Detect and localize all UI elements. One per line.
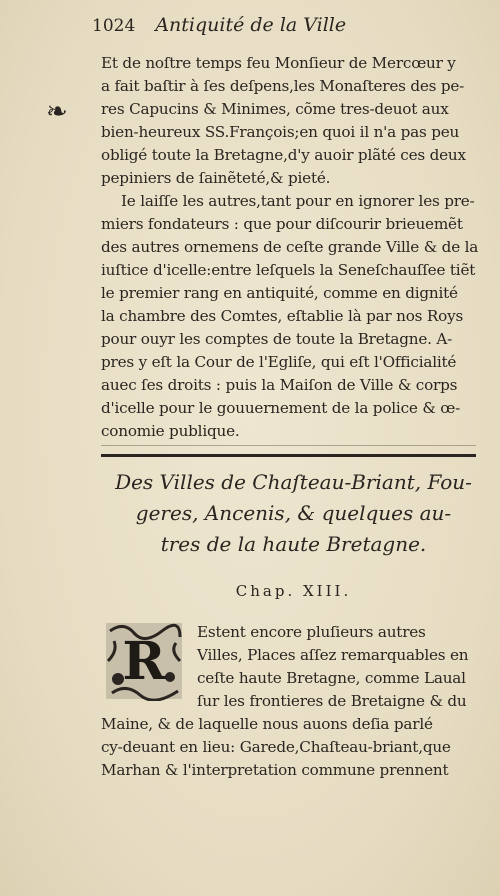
text-line: le premier rang en antiquité, comme en dignité xyxy=(101,284,458,302)
text-line: pepiniers de ſainẽteté,& pieté. xyxy=(101,169,331,187)
text-line: iuſtice d'icelle:entre leſquels la Seneſchauſſee tiẽt xyxy=(101,261,476,279)
text-line: Ie laiſſe les autres,tant pour en ignorer les pre- xyxy=(121,192,475,210)
page-header xyxy=(92,14,492,36)
text-line: pres y eſt la Cour de l'Egliſe, qui eſt l'Officialité xyxy=(101,353,457,371)
text-line: bien-heureux SS.François;en quoi il n'a pas peu xyxy=(101,123,460,141)
text-line: auec ſes droits : puis la Maiſon de Ville & corps xyxy=(101,376,458,394)
section-title-line: tres de la haute Bretagne. xyxy=(160,532,427,556)
svg-text:R: R xyxy=(122,631,166,692)
text-line: Maine, & de laquelle nous auons deſia parlé xyxy=(101,715,433,733)
chapter-paragraph xyxy=(101,621,486,782)
chapter-heading: Chap. XIII. xyxy=(235,582,352,600)
text-line: la chambre des Comtes, eſtablie là par nos Roys xyxy=(101,307,464,325)
text-line: pour ouyr les comptes de toute la Bretagne. A- xyxy=(101,330,453,348)
divider-thin xyxy=(101,445,476,446)
body-text xyxy=(101,52,486,443)
text-line: miers fondateurs : que pour diſcourir brieuemẽt xyxy=(101,215,463,233)
text-line: obligé toute la Bretagne,d'y auoir plãté ces deux xyxy=(101,146,466,164)
text-line: d'icelle pour le gouuernement de la police & œ- xyxy=(101,399,461,417)
text-line: des autres ornemens de ceſte grande Ville & de la xyxy=(101,238,479,256)
section-title-line: Des Villes de Chaſteau-Briant, Fou- xyxy=(115,470,472,494)
text-line: ſur les frontieres de Bretaigne & du xyxy=(197,692,467,710)
text-line: conomie publique. xyxy=(101,422,240,440)
text-line: Estent encore pluſieurs autres xyxy=(197,623,426,641)
text-line: ceſte haute Bretagne, comme Laual xyxy=(197,669,466,687)
margin-mark-icon: ❧ xyxy=(46,97,68,127)
section-title xyxy=(101,467,486,560)
section-title-line: geres, Ancenis, & quelques au- xyxy=(135,501,452,525)
text-line: Et de noſtre temps feu Monſieur de Mercœur y xyxy=(101,54,456,72)
text-line: res Capucins & Minimes, cõme tres-deuot aux xyxy=(101,100,449,118)
text-line: Villes, Places aſſez remarquables en xyxy=(197,646,469,664)
running-title: Antiquité de la Ville xyxy=(155,14,347,36)
text-line: a fait baſtir à ſes deſpens,les Monaſteres des pe- xyxy=(101,77,465,95)
text-line: cy-deuant en lieu: Garede,Chaſteau-briant,que xyxy=(101,738,451,756)
page-number: 1024 xyxy=(92,16,136,36)
divider-rule xyxy=(101,454,476,457)
text-line: Marhan & l'interpretation commune prennent xyxy=(101,761,449,779)
